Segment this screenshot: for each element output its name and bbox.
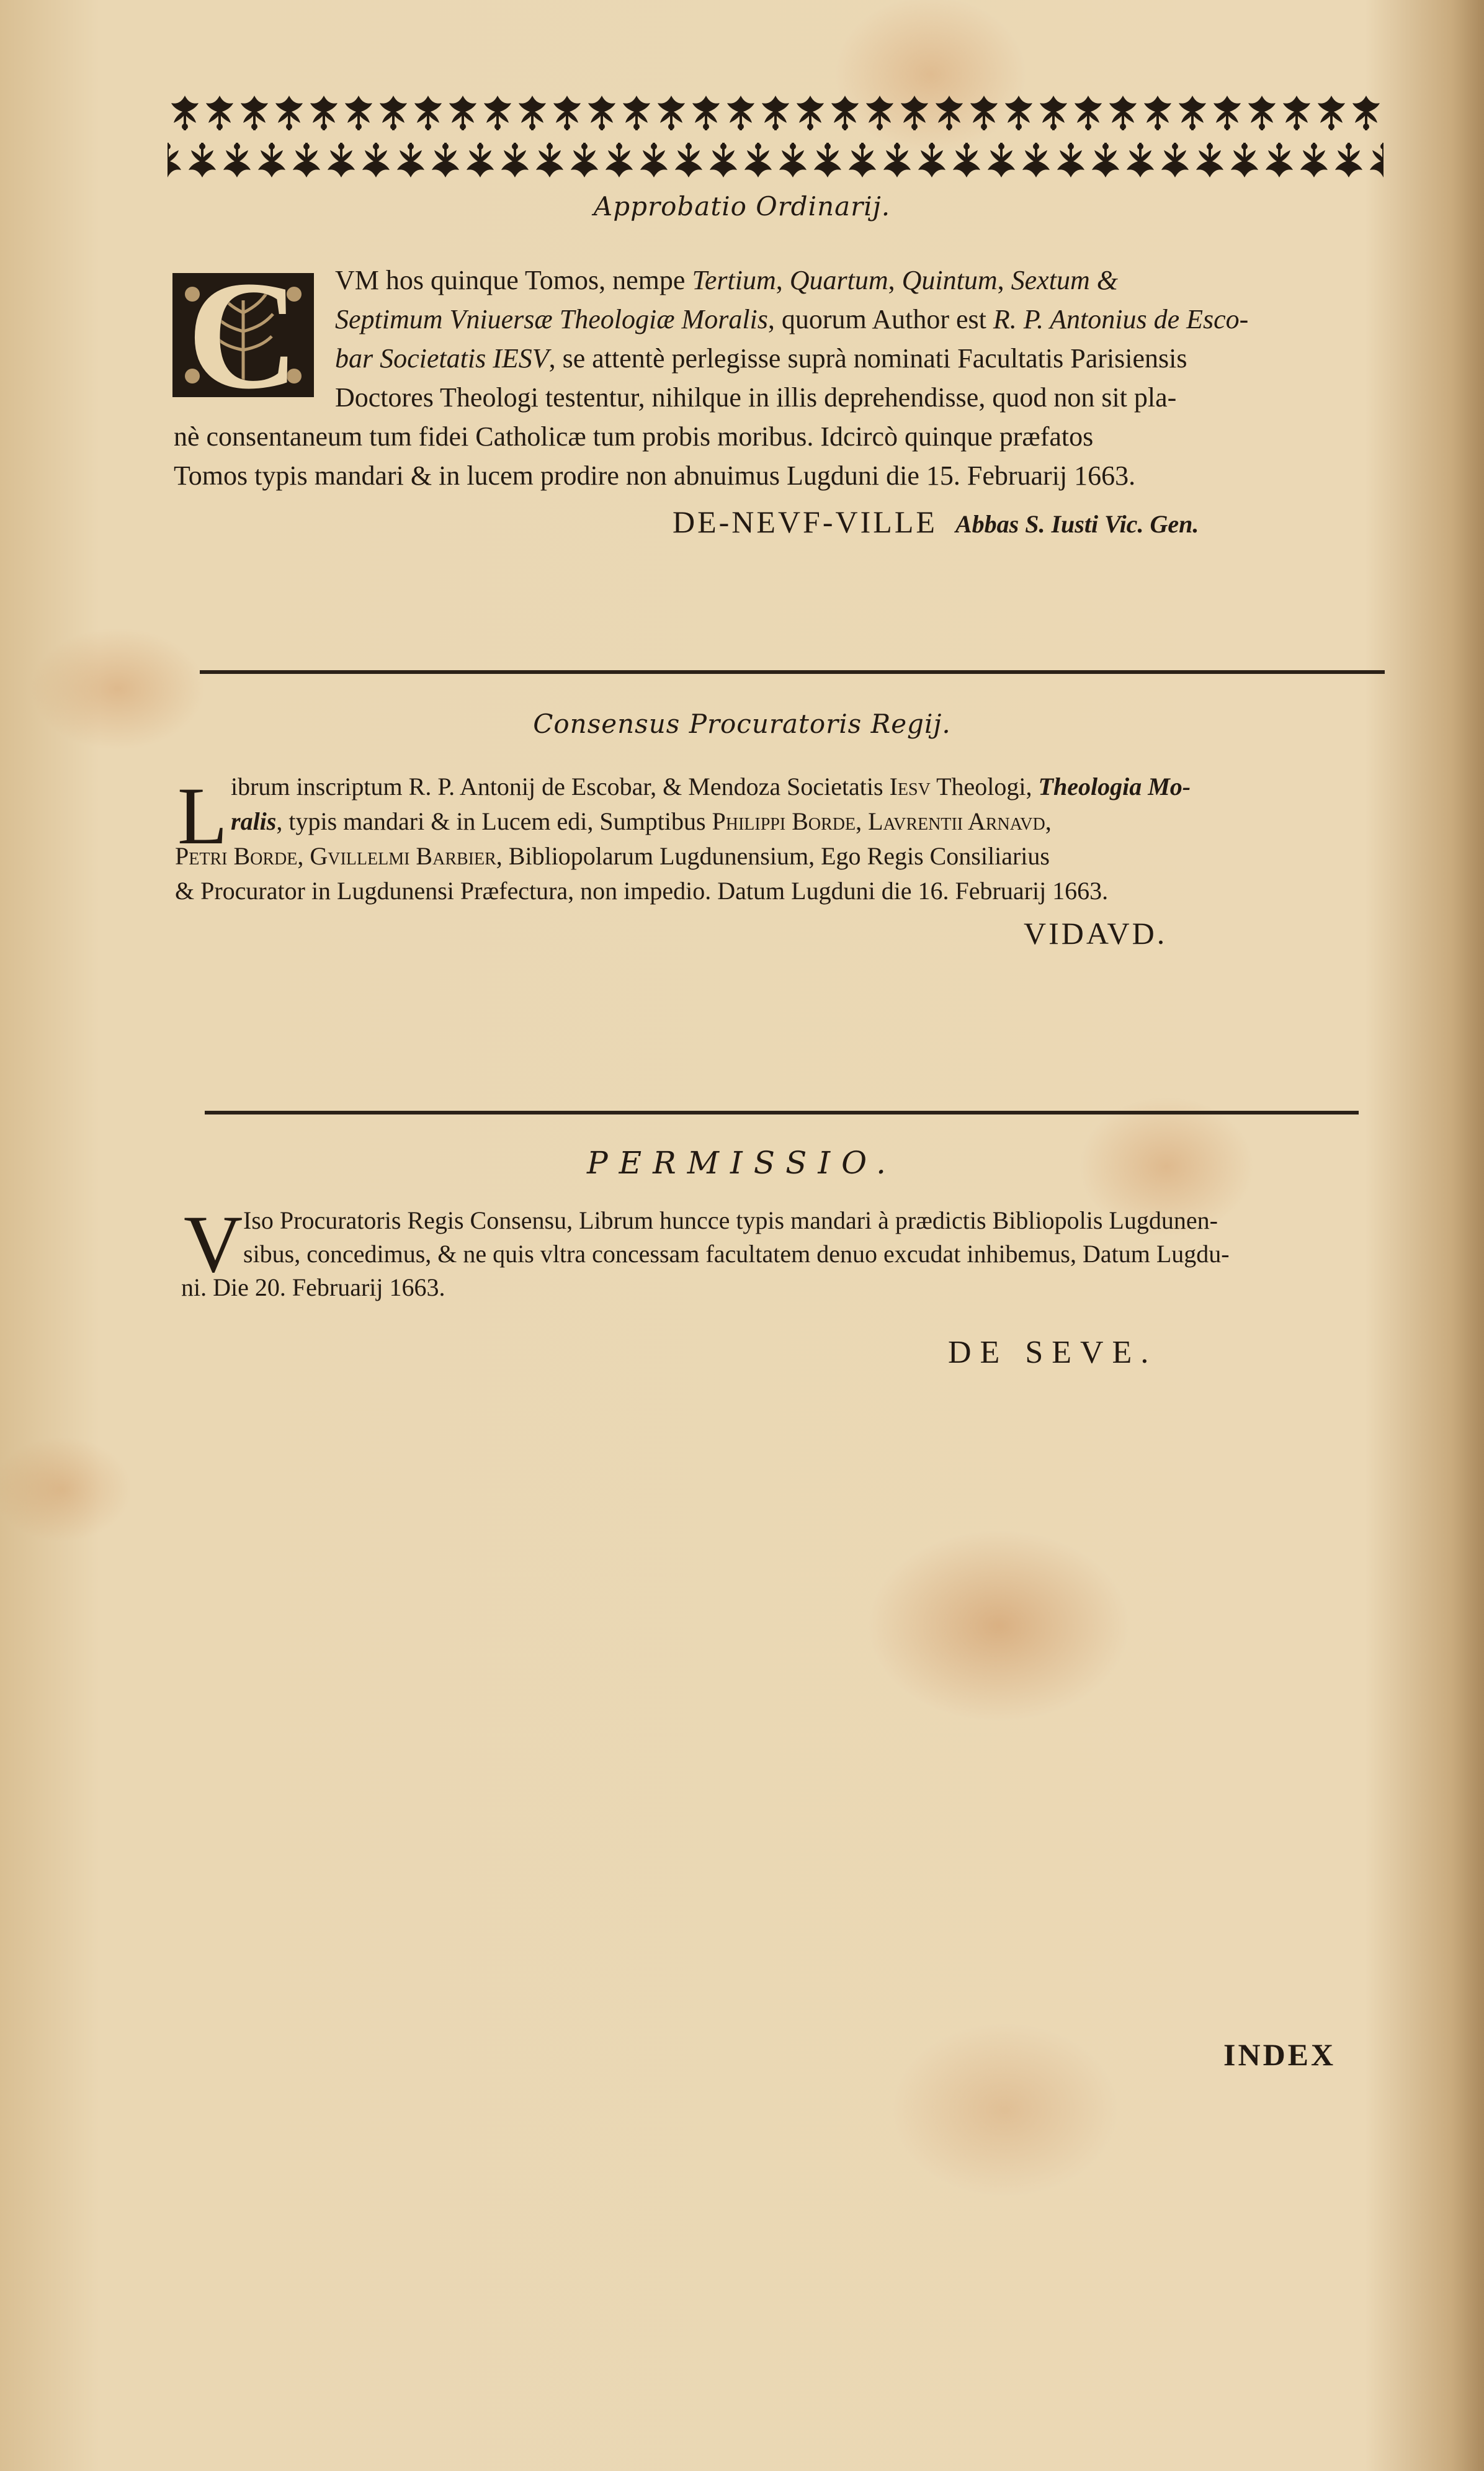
- permissio-signature: DE SEVE.: [948, 1335, 1158, 1370]
- text-run: Iesv: [889, 773, 931, 800]
- text-run: bar Societatis IESV: [335, 343, 549, 374]
- text-run: , se attentè perlegisse suprà nominati Facultatis Parisiensis: [548, 343, 1187, 374]
- permissio-dropcap: V: [184, 1198, 243, 1289]
- approbatio-line-4: Doctores Theologi testentur, nihilque in illis deprehendisse, quod non sit pla-: [335, 382, 1177, 413]
- text-run: ,: [997, 265, 1011, 295]
- text-run: Philippi Borde, Lavrentii Arnavd,: [712, 807, 1052, 835]
- signature-name: DE-NEVF-VILLE: [673, 505, 937, 539]
- approbatio-line-2: [335, 300, 1383, 339]
- text-run: Tertium: [692, 265, 776, 295]
- approbatio-line-5: nè consentaneum tum fidei Catholicæ tum probis moribus. Idcircò quinque præfatos: [174, 421, 1094, 452]
- catchword: INDEX: [1223, 2037, 1336, 2072]
- consensus-signature: VIDAVD.: [1024, 916, 1168, 951]
- approbatio-dropcap: [172, 249, 314, 421]
- text-run: Sextum &: [1011, 265, 1118, 295]
- text-run: ralis: [231, 807, 277, 835]
- text-run: hos quinque Tomos, nempe: [378, 265, 692, 295]
- text-run: M: [354, 265, 379, 295]
- permissio-line-3: ni. Die 20. Februarij 1663.: [181, 1273, 445, 1301]
- text-run: Septimum Vniuersæ Theologiæ Moralis: [335, 304, 768, 334]
- text-run: , Bibliopolarum Lugdunensium, Ego Regis Consiliarius: [496, 842, 1050, 870]
- approbatio-line-3: [335, 339, 1383, 378]
- text-run: ,: [888, 265, 902, 295]
- text-run: ibrum inscriptum R. P. Antonij de Escobar, & Mendoza Societatis: [231, 773, 890, 800]
- text-run: Theologia Mo-: [1038, 773, 1191, 800]
- text-run: , quorum Author est: [767, 304, 993, 334]
- permissio-heading: PERMISSIO.: [586, 1145, 898, 1181]
- signature-title: Abbas S. Iusti Vic. Gen.: [955, 510, 1199, 538]
- text-run: V: [335, 265, 355, 295]
- approbatio-heading: Approbatio Ordinarij.: [593, 191, 891, 222]
- section-divider: [205, 1111, 1359, 1114]
- consensus-line-1: [231, 769, 1383, 804]
- text-run: R. P. Antonius de Esco-: [993, 304, 1249, 334]
- text-run: ,: [776, 265, 790, 295]
- approbatio-line-1: [335, 261, 1383, 300]
- approbatio-signature: [673, 504, 1199, 540]
- text-run: Quintum: [901, 265, 998, 295]
- text-run: Quartum: [789, 265, 888, 295]
- ornamental-headpiece: [168, 93, 1383, 180]
- consensus-heading: Consensus Procuratoris Regij.: [533, 709, 951, 739]
- approbatio-line-6: Tomos typis mandari & in lucem prodire non abnuimus Lugduni die 15. Februarij 1663.: [174, 460, 1136, 491]
- text-run: Petri Borde, Gvillelmi Barbier: [175, 842, 496, 870]
- consensus-line-3: [175, 839, 1383, 874]
- section-divider: [200, 670, 1385, 674]
- text-run: Theologi,: [930, 773, 1039, 800]
- consensus-line-4: & Procurator in Lugdunensi Præfectura, non impedio. Datum Lugduni die 16. Februarij 1663.: [175, 877, 1109, 905]
- permissio-line-2: sibus, concedimus, & ne quis vltra concessam facultatem denuo excudat inhibemus, Datum Lugdu-: [243, 1240, 1230, 1268]
- permissio-line-1: Iso Procuratoris Regis Consensu, Librum huncce typis mandari à prædictis Bibliopolis Lugdunen-: [243, 1206, 1218, 1234]
- dropcap-letter: C: [187, 249, 300, 421]
- consensus-line-2: [231, 804, 1383, 839]
- consensus-dropcap: L: [177, 770, 228, 861]
- text-run: , typis mandari & in Lucem edi, Sumptibus: [276, 807, 712, 835]
